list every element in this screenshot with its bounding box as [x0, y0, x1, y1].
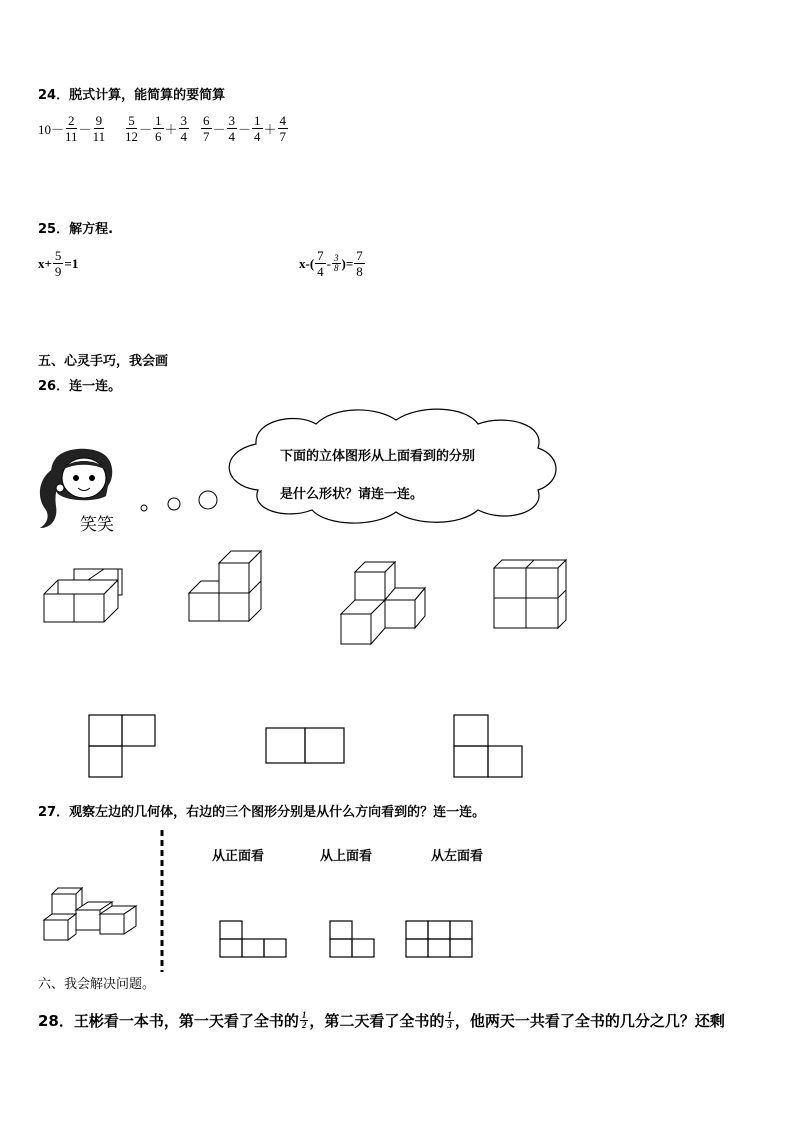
q24-title: 24．脱式计算，能简算的要简算	[38, 88, 226, 103]
fraction: $\frac{1}{2}$	[301, 1010, 307, 1030]
operator: ＋	[263, 122, 277, 137]
q26-title: 26．连一连。	[38, 379, 122, 394]
q27-view-shape-3	[405, 920, 475, 960]
thought-cloud	[216, 404, 566, 526]
fraction: $\frac{2}{11}$	[65, 113, 78, 144]
eq2-lead: x-(	[299, 255, 315, 271]
q24-expression-3	[200, 113, 289, 144]
fraction: $\frac{6}{7}$	[203, 113, 210, 144]
fraction: $\frac{9}{11}$	[92, 113, 106, 144]
fraction: $\frac{1}{6}$	[155, 113, 162, 144]
bubble-line-1: 下面的立体图形从上面看到的分别	[280, 449, 476, 464]
label-front-view: 从正面看	[212, 849, 265, 864]
fraction: $\frac{7}{4}$	[317, 248, 324, 279]
operator: -	[326, 255, 332, 271]
solid-figure-2	[189, 549, 263, 623]
q27-view-shape-1	[219, 920, 289, 960]
eq1-lead: x+	[38, 255, 52, 271]
fraction: $\frac{3}{8}$	[334, 253, 339, 273]
fraction: $\frac{4}{7}$	[279, 113, 287, 144]
q25-equation-2	[299, 248, 366, 279]
section5-title: 五、心灵手巧，我会画	[38, 354, 169, 369]
q27-solid-figure	[42, 886, 142, 944]
operator: －	[78, 122, 92, 137]
q25-equation-1	[38, 248, 78, 279]
dashed-divider	[160, 830, 164, 972]
operator: －	[238, 122, 252, 137]
view-shape-1	[88, 714, 158, 778]
q28-part1: 28．王彬看一本书，第一天看了全书的	[38, 1012, 299, 1030]
label-top-view: 从上面看	[320, 849, 373, 864]
thought-dots	[138, 486, 228, 516]
expr1-lead: 10－	[38, 122, 65, 137]
q28-part3: ，他两天一共看了全书的几分之几？还剩	[454, 1012, 725, 1030]
solid-figure-4	[492, 558, 570, 630]
q27-view-shape-2	[329, 920, 377, 960]
q28-part2: ，第二天看了全书的	[309, 1012, 445, 1030]
fraction: $\frac{3}{4}$	[180, 113, 188, 144]
operator: －	[139, 122, 153, 137]
fraction: $\frac{7}{8}$	[356, 248, 363, 279]
operator: ＋	[164, 122, 178, 137]
q24-expression-2	[124, 113, 190, 144]
fraction: $\frac{1}{3}$	[447, 1010, 452, 1030]
label-left-view: 从左面看	[431, 849, 484, 864]
fraction: $\frac{5}{9}$	[54, 248, 62, 279]
q27-title: 27．观察左边的几何体，右边的三个图形分别是从什么方向看到的？连一连。	[38, 805, 486, 820]
girl-caption: 笑笑	[80, 515, 114, 535]
fraction: $\frac{5}{12}$	[125, 113, 138, 144]
fraction: $\frac{3}{4}$	[228, 113, 236, 144]
eq1-tail: =1	[64, 255, 79, 271]
view-shape-3	[453, 714, 525, 778]
eq2-mid: )=	[341, 255, 354, 271]
view-shape-2	[265, 727, 347, 765]
solid-figure-3	[339, 560, 429, 646]
q25-title: 25．解方程.	[38, 222, 114, 237]
q24-expression-1	[38, 113, 106, 144]
bubble-line-2: 是什么形状？请连一连。	[280, 487, 424, 502]
operator: －	[212, 122, 226, 137]
solid-figure-1	[44, 568, 124, 626]
section6-title: 六、我会解决问题。	[38, 977, 156, 992]
q28-text	[38, 1010, 725, 1031]
fraction: $\frac{1}{4}$	[254, 113, 261, 144]
